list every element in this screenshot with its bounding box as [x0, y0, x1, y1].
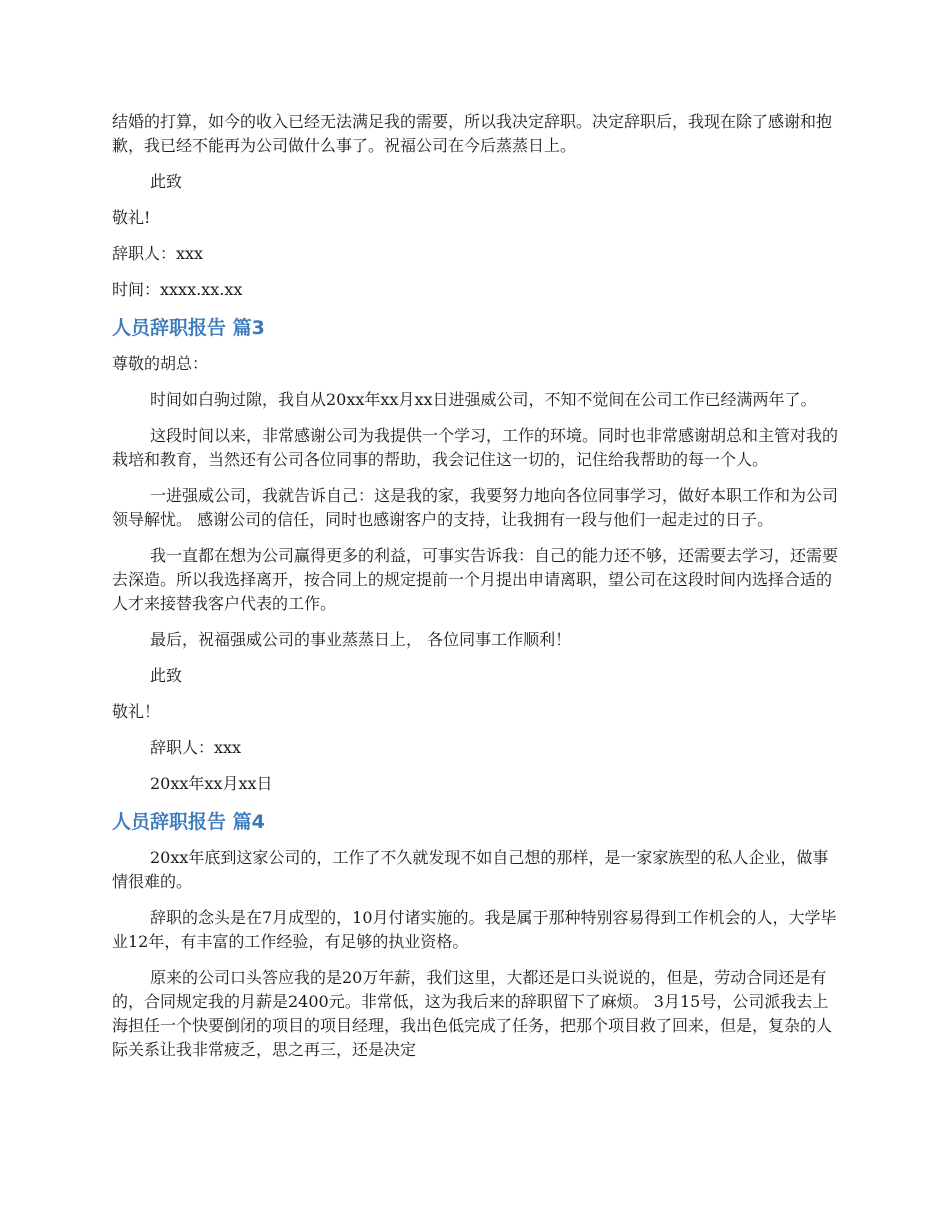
paragraph: 原来的公司口头答应我的是20万年薪，我们这里，大都还是口头说说的，但是，劳动合同还是有的，合同规定我的月薪是2400元。非常低，这为我后来的辞职留下了麻烦。 3月15号，公司派我去上海担任一个快要倒闭的项目的项目经理，我出色低完成了任务，把那个项目救了回来，但是，复杂的人际关系让我非常疲乏，思之再三，还是决定 — [112, 968, 833, 1059]
document-page — [112, 110, 842, 1074]
signer-line: 辞职人：xxx — [150, 738, 242, 757]
paragraph: 这段时间以来，非常感谢公司为我提供一个学习，工作的环境。同时也非常感谢胡总和主管对我的栽培和教育，当然还有公司各位同事的帮助，我会记住这一切的，记住给我帮助的每一个人。 — [112, 426, 839, 469]
paragraph: 一进强威公司，我就告诉自己：这是我的家，我要努力地向各位同事学习，做好本职工作和为公司领导解忧。 感谢公司的信任，同时也感谢客户的支持，让我拥有一段与他们一起走过的日子。 — [112, 486, 839, 529]
paragraph: 辞职的念头是在7月成型的，10月付诸实施的。我是属于那种特别容易得到工作机会的人，大学毕业12年，有丰富的工作经验，有足够的执业资格。 — [112, 908, 837, 951]
signer-line: 辞职人：xxx — [112, 244, 204, 263]
closing-jingli: 敬礼! — [112, 208, 151, 227]
salutation: 尊敬的胡总： — [112, 354, 209, 373]
closing-cizhi: 此致 — [150, 172, 183, 191]
paragraph: 20xx年底到这家公司的，工作了不久就发现不如自己想的那样，是一家家族型的私人企业，做事情很难的。 — [112, 848, 829, 891]
paragraph: 我一直都在想为公司赢得更多的利益，可事实告诉我：自己的能力还不够，还需要去学习，还需要去深造。所以我选择离开，按合同上的规定提前一个月提出申请离职，望公司在这段时间内选择合适的人才来接替我客户代表的工作。 — [112, 546, 839, 613]
time-line: 时间：xxxx.xx.xx — [112, 280, 243, 299]
section-heading-4: 人员辞职报告 篇4 — [112, 811, 265, 833]
date-line: 20xx年xx月xx日 — [150, 774, 273, 793]
section-heading-3: 人员辞职报告 篇3 — [112, 317, 265, 339]
paragraph: 时间如白驹过隙，我自从20xx年xx月xx日进强威公司，不知不觉间在公司工作已经满两年了。 — [150, 390, 817, 409]
paragraph: 最后，祝福强威公司的事业蒸蒸日上， 各位同事工作顺利！ — [150, 630, 572, 649]
closing-jingli: 敬礼！ — [112, 702, 161, 721]
closing-cizhi: 此致 — [150, 666, 183, 685]
paragraph: 结婚的打算，如今的收入已经无法满足我的需要，所以我决定辞职。决定辞职后，我现在除了感谢和抱歉，我已经不能再为公司做什么事了。祝福公司在今后蒸蒸日上。 — [112, 112, 833, 155]
